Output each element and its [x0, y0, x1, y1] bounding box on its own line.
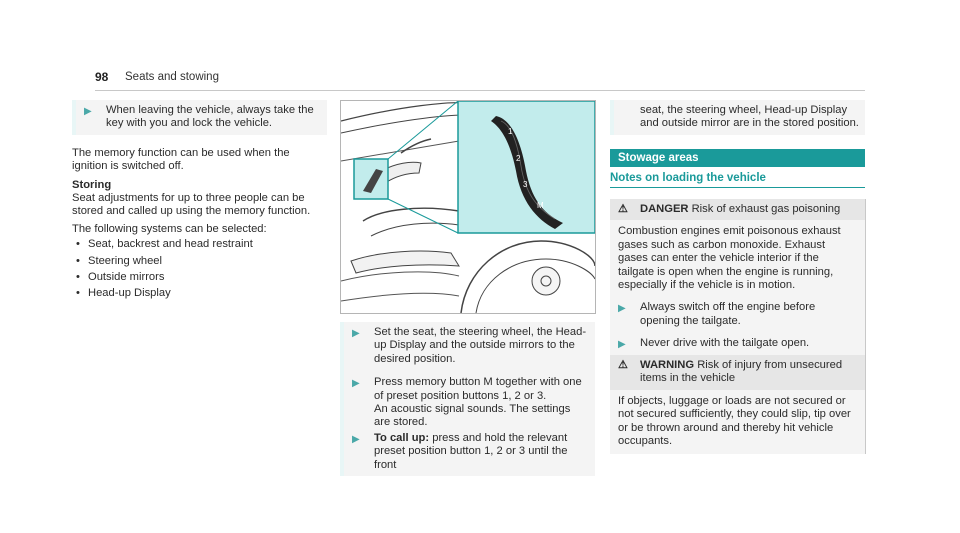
memory-button-2-label: 2	[516, 154, 521, 163]
step-2-result: An acoustic signal sounds. The settings are stored.	[374, 403, 571, 429]
danger-step-1	[618, 301, 857, 328]
list-item: • Seat, backrest and head restraint	[72, 238, 327, 251]
following-text: The following systems can be selected:	[72, 222, 267, 235]
danger-body	[610, 220, 865, 357]
step-arrow-icon: ▶	[618, 339, 626, 351]
danger-header	[610, 199, 865, 220]
step-2	[352, 376, 589, 430]
warning-triangle-icon: ⚠	[618, 359, 629, 371]
list-item: • Outside mirrors	[72, 271, 327, 284]
step-3	[352, 432, 589, 472]
intro-step-text: When leaving the vehicle, always take the key with you and lock the vehicle.	[106, 104, 314, 130]
section-title: Stowage areas	[610, 149, 865, 167]
door-panel-illustration	[341, 101, 595, 313]
danger-body-text: Combustion engines emit poisonous exhaust gases such as carbon monoxide. Exhaust gases can enter the vehicle interior if the tailgate is open when the engine is running, especially if the vehicle is in motion.	[618, 225, 841, 292]
step-3-text: press and hold the relevant preset position button 1, 2 or 3 until the front	[374, 431, 568, 471]
memory-paragraph: The memory function can be used when the ignition is switched off.	[72, 146, 290, 173]
danger-step-2-text: Never drive with the tailgate open.	[640, 337, 810, 350]
intro-step-box	[72, 100, 327, 135]
step-1-text: Set the seat, the steering wheel, the Head-up Display and the outside mirrors to the desired position.	[374, 326, 587, 365]
column-3-continuation	[610, 100, 865, 135]
warning-header	[610, 355, 865, 390]
warning-box	[610, 355, 866, 454]
step-1	[352, 326, 589, 366]
danger-head-text: Risk of exhaust gas poisoning	[691, 203, 841, 215]
column-1	[72, 100, 327, 304]
intro-step	[84, 104, 321, 131]
page-header	[95, 70, 865, 91]
step-2-text: Press memory button M together with one of preset position buttons 1, 2 or 3.	[374, 376, 582, 402]
danger-step-1-text: Always switch off the engine before opening the tailgate.	[640, 301, 816, 327]
step-arrow-icon: ▶	[352, 433, 360, 445]
step-box	[340, 322, 595, 476]
list-item: • Steering wheel	[72, 255, 327, 268]
page-number: 98	[95, 70, 109, 84]
page-title: Seats and stowing	[125, 71, 219, 83]
list-item: • Head-up Display	[72, 287, 327, 300]
continued-step	[610, 100, 865, 135]
column-2-steps	[340, 322, 595, 476]
step-arrow-icon: ▶	[352, 328, 360, 339]
door-panel-figure	[340, 100, 596, 314]
memory-button-m-label: M	[537, 201, 544, 210]
danger-label: DANGER	[640, 203, 689, 215]
warning-head-text: Risk of injury from unsecured items in the vehicle	[640, 359, 843, 385]
warning-label: WARNING	[640, 359, 695, 371]
step-arrow-icon: ▶	[84, 106, 92, 117]
call-up-label: To call up:	[374, 431, 430, 444]
storing-text: Seat adjustments for up to three people can be stored and called up using the memory function.	[72, 192, 311, 218]
warning-body-text: If objects, luggage or loads are not secured or not secured sufficiently, they could slip, tip over or be thrown around and thereby hit vehicle occupants.	[618, 394, 851, 448]
danger-step-2	[618, 337, 857, 351]
step-arrow-icon: ▶	[352, 378, 360, 390]
subheading: Notes on loading the vehicle	[610, 172, 865, 188]
step-arrow-icon: ▶	[618, 303, 626, 315]
memory-button-3-label: 3	[523, 180, 528, 189]
danger-box	[610, 199, 866, 358]
warning-body	[610, 390, 865, 455]
continued-step-text: seat, the steering wheel, Head-up Display and outside mirror are in the stored position.	[640, 104, 859, 130]
storing-heading: Storing	[72, 178, 112, 191]
warning-triangle-icon: ⚠	[618, 203, 629, 215]
systems-list	[72, 238, 327, 301]
memory-button-1-label: 1	[508, 127, 513, 136]
